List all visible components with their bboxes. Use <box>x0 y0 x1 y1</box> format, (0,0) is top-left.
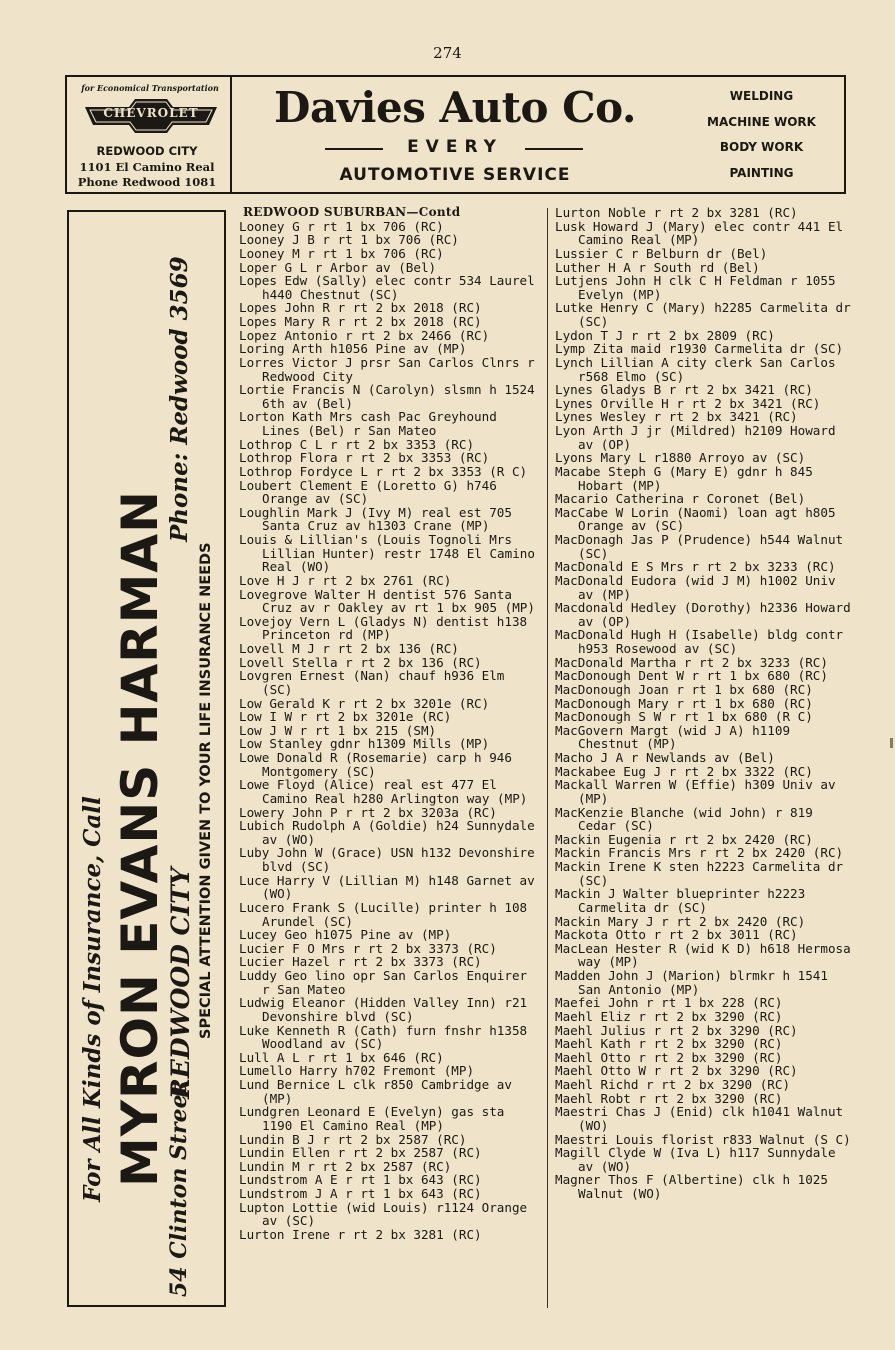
directory-entry: Lowe Donald R (Rosemarie) carp h 946 Montgomery (SC) <box>239 750 512 779</box>
dealer-address: 1101 El Camino Real <box>79 160 215 174</box>
divider-line-right <box>525 148 583 150</box>
service-item: BODY WORK <box>719 140 804 154</box>
directory-entry: MacLean Hester R (wid K D) h618 Hermosa way (MP) <box>555 940 851 970</box>
directory-entry: Lovegrove Walter H dentist 576 Santa Cruz av r Oakley av rt 1 bx 905 (MP) <box>239 586 535 616</box>
attention-note: SPECIAL ATTENTION GIVEN TO YOUR LIFE INSURANCE NEEDS <box>198 542 214 1039</box>
directory-entry: Loper G L r Arbor av (Bel) <box>239 259 437 275</box>
directory-entry: Lymp Zita maid r1930 Carmelita dr (SC) <box>555 341 844 357</box>
chevrolet-dealer-box <box>67 77 232 192</box>
directory-entry: Ludwig Eleanor (Hidden Valley Inn) r21 Devonshire blvd (SC) <box>239 995 528 1024</box>
dealer-phone: Phone Redwood 1081 <box>77 175 217 189</box>
directory-entry: Maehl Julius r rt 2 bx 3290 (RC) <box>555 1022 798 1038</box>
directory-entry: Looney M r rt 1 bx 706 (RC) <box>239 245 444 261</box>
directory-entry: Lowery John P r rt 2 bx 3203a (RC) <box>239 804 497 820</box>
directory-entry: Magner Thos F (Albertine) clk h 1025 Walnut (WO) <box>555 1172 828 1201</box>
directory-entry: Maehl Kath r rt 2 bx 3290 (RC) <box>555 1036 783 1052</box>
directory-entry: Low J W r rt 1 bx 215 (SM) <box>239 722 437 738</box>
directory-entry: Lussier C r Belburn dr (Bel) <box>555 245 768 261</box>
directory-entry: MacDonough Joan r rt 1 bx 680 (RC) <box>555 681 813 697</box>
directory-entry: MacDonough Mary r rt 1 bx 680 (RC) <box>555 695 813 711</box>
every-text: EVERY <box>407 137 503 157</box>
directory-entry: Maehl Eliz r rt 2 bx 3290 (RC) <box>555 1008 783 1024</box>
service-item: WELDING <box>729 89 794 103</box>
directory-entry: Lucier F O Mrs r rt 2 bx 3373 (RC) <box>239 940 497 956</box>
directory-entry: Luce Harry V (Lillian M) h148 Garnet av (WO) <box>239 872 535 902</box>
company-name: Davies Auto Co. <box>274 83 636 132</box>
directory-entry: Lydon T J r rt 2 bx 2809 (RC) <box>555 327 775 343</box>
directory-entry: Lovell Stella r rt 2 bx 136 (RC) <box>239 654 482 670</box>
directory-entry: Lundstrom J A r rt 1 bx 643 (RC) <box>239 1186 482 1201</box>
directory-entry: Lutke Henry C (Mary) h2285 Carmelita dr (SC) <box>555 300 851 329</box>
directory-entry: Lyons Mary L r1880 Arroyo av (SC) <box>555 450 806 466</box>
directory-entry: Lund Bernice L clk r850 Cambridge av (MP) <box>239 1077 512 1106</box>
directory-entry: Lundin B J r rt 2 bx 2587 (RC) <box>239 1131 467 1147</box>
directory-entry: Mackin Mary J r rt 2 bx 2420 (RC) <box>555 913 806 929</box>
davies-auto-advertisement <box>65 75 846 194</box>
directory-entry: Lundin Ellen r rt 2 bx 2587 (RC) <box>239 1145 482 1161</box>
column-divider <box>547 208 548 1308</box>
automotive-service-text: AUTOMOTIVE SERVICE <box>339 165 571 185</box>
chevrolet-brand-text: CHEVROLET <box>103 106 199 120</box>
directory-entry: MacGovern Margt (wid J A) h1109 Chestnut (MP) <box>555 722 791 752</box>
directory-entry: Lundin M r rt 2 bx 2587 (RC) <box>239 1158 452 1174</box>
directory-entry: Mackall Warren W (Effie) h309 Univ av (MP) <box>555 777 836 806</box>
directory-entry: MacCabe W Lorin (Naomi) loan agt h805 Orange av (SC) <box>555 504 836 534</box>
directory-entry: MacDonagh Jas P (Prudence) h544 Walnut (SC) <box>555 532 844 561</box>
directory-entry: Lynes Orville H r rt 2 bx 3421 (RC) <box>555 395 821 411</box>
directory-entry: Lurton Noble r rt 2 bx 3281 (RC) <box>555 205 798 220</box>
directory-entry: Madden John J (Marion) blrmkr h 1541 San Antonio (MP) <box>555 968 828 997</box>
directory-entry: Lothrop C L r rt 2 bx 3353 (RC) <box>239 436 475 452</box>
directory-entry: Louis & Lillian's (Louis Tognoli Mrs Lillian Hunter) restr 1748 El Camino Real (WO) <box>239 532 535 575</box>
directory-entry: Maestri Chas J (Enid) clk h1041 Walnut (WO) <box>555 1104 844 1133</box>
directory-entry: Lopes Edw (Sally) elec contr 534 Laurel h440 Chestnut (SC) <box>239 273 535 302</box>
directory-entry: MacDonough Dent W r rt 1 bx 680 (RC) <box>555 668 828 684</box>
directory-entry: Love H J r rt 2 bx 2761 (RC) <box>239 572 452 588</box>
directory-entry: Mackabee Eug J r rt 2 bx 3322 (RC) <box>555 763 813 779</box>
directory-entry: Mackin Irene K sten h2223 Carmelita dr (SC) <box>555 859 844 888</box>
directory-entry: Lorres Victor J prsr San Carlos Clnrs r Redwood City <box>239 354 535 384</box>
directory-entry: Low Gerald K r rt 2 bx 3201e (RC) <box>239 695 490 711</box>
directory-entry: Loubert Clement E (Loretto G) h746 Orange av (SC) <box>239 477 497 507</box>
directory-entry: MacDonough S W r rt 1 bx 680 (R C) <box>555 709 813 725</box>
directory-entry: Lovell M J r rt 2 bx 136 (RC) <box>239 641 459 656</box>
directory-entry: Lutjens John H clk C H Feldman r 1055 Evelyn (MP) <box>555 273 836 302</box>
directory-entry: Lusk Howard J (Mary) elec contr 441 El Camino Real (MP) <box>555 218 844 248</box>
margin-mark <box>890 738 893 748</box>
directory-entry: Lupton Lottie (wid Louis) r1124 Orange av (SC) <box>239 1199 528 1229</box>
agent-name: MYRON EVANS HARMAN <box>111 490 169 1187</box>
directory-entry: Lubich Rudolph A (Goldie) h24 Sunnydale av (WO) <box>239 818 535 847</box>
page-number: 274 <box>433 44 462 62</box>
directory-entry: Macario Catherina r Coronet (Bel) <box>555 491 806 507</box>
directory-entry: Lynes Wesley r rt 2 bx 3421 (RC) <box>555 409 798 425</box>
directory-entry: Lull A L r rt 1 bx 646 (RC) <box>239 1049 444 1065</box>
directory-entry: Macabe Steph G (Mary E) gdnr h 845 Hobart (MP) <box>555 463 813 493</box>
directory-entry: Lopes John R r rt 2 bx 2018 (RC) <box>239 300 482 316</box>
directory-entry: Mackin Francis Mrs r rt 2 bx 2420 (RC) <box>555 845 844 861</box>
directory-entry: Lovgren Ernest (Nan) chauf h936 Elm (SC) <box>239 668 505 697</box>
directory-entry: MacDonald E S Mrs r rt 2 bx 3233 (RC) <box>555 559 836 575</box>
directory-entry: Lorton Kath Mrs cash Pac Greyhound Lines (Bel) r San Mateo <box>239 409 497 438</box>
directory-entry: Lundgren Leonard E (Evelyn) gas sta 1190 El Camino Real (MP) <box>239 1104 505 1133</box>
agent-city: REDWOOD CITY <box>166 867 195 1099</box>
directory-entry: Looney J B r rt 1 bx 706 (RC) <box>239 232 459 248</box>
directory-entry: Maefei John r rt 1 bx 228 (RC) <box>555 995 783 1011</box>
directory-entry: Lowe Floyd (Alice) real est 477 El Camino Real h280 Arlington way (MP) <box>239 777 528 806</box>
directory-entry: Mackin J Walter blueprinter h2223 Carmelita dr (SC) <box>555 886 806 915</box>
directory-entry: Maehl Robt r rt 2 bx 3290 (RC) <box>555 1090 783 1106</box>
directory-entry: Macho J A r Newlands av (Bel) <box>555 750 775 765</box>
directory-entry: Lopes Mary R r rt 2 bx 2018 (RC) <box>239 314 482 329</box>
directory-entry: Low I W r rt 2 bx 3201e (RC) <box>239 709 452 725</box>
directory-entry: MacDonald Martha r rt 2 bx 3233 (RC) <box>555 654 828 670</box>
directory-entry: Lundstrom A E r rt 1 bx 643 (RC) <box>239 1172 482 1188</box>
agent-street: 54 Clinton Street <box>166 1084 192 1297</box>
directory-entry: Lothrop Flora r rt 2 bx 3353 (RC) <box>239 450 490 466</box>
directory-entry: Lynes Gladys B r rt 2 bx 3421 (RC) <box>555 382 813 398</box>
directory-entry: MacDonald Eudora (wid J M) h1002 Univ av (MP) <box>555 572 836 602</box>
directory-entry: Luby John W (Grace) USN h132 Devonshire blvd (SC) <box>239 845 535 874</box>
directory-entry: Lovejoy Vern L (Gladys N) dentist h138 Princeton rd (MP) <box>239 613 528 643</box>
directory-entry: Lortie Francis N (Carolyn) slsmn h 1524 6th av (Bel) <box>239 382 535 411</box>
directory-entry: Mackota Otto r rt 2 bx 3011 (RC) <box>555 927 798 943</box>
directory-entry: Maehl Otto W r rt 2 bx 3290 (RC) <box>555 1063 798 1079</box>
directory-entry: Lucier Hazel r rt 2 bx 3373 (RC) <box>239 954 482 970</box>
directory-entry: Luther H A r South rd (Bel) <box>555 259 760 275</box>
directory-entry: Lyon Arth J jr (Mildred) h2109 Howard av (OP) <box>555 423 836 452</box>
section-header: REDWOOD SUBURBAN—Contd <box>243 205 461 219</box>
directory-column-left <box>239 206 539 1242</box>
directory-entry: Lumello Harry h702 Fremont (MP) <box>239 1063 475 1079</box>
directory-entry: Lopez Antonio r rt 2 bx 2466 (RC) <box>239 327 490 343</box>
directory-entry: Mackin Eugenia r rt 2 bx 2420 (RC) <box>555 831 813 847</box>
ad-slogan: for Economical Transportation <box>81 83 219 93</box>
directory-entry: Loring Arth h1056 Pine av (MP) <box>239 341 467 357</box>
directory-entry: Maestri Louis florist r833 Walnut (S C) <box>555 1131 851 1147</box>
directory-entry: Macdonald Hedley (Dorothy) h2336 Howard av (OP) <box>555 600 851 629</box>
directory-column-right <box>555 206 855 1201</box>
directory-entry: Magill Clyde W (Iva L) h117 Sunnydale av (WO) <box>555 1145 836 1174</box>
dealer-city: REDWOOD CITY <box>96 144 198 158</box>
directory-entry: Low Stanley gdnr h1309 Mills (MP) <box>239 736 490 752</box>
directory-entry: Lurton Irene r rt 2 bx 3281 (RC) <box>239 1226 482 1242</box>
service-item: MACHINE WORK <box>707 115 816 129</box>
directory-entry: Lynch Lillian A city clerk San Carlos r568 Elmo (SC) <box>555 354 836 384</box>
directory-entry: Maehl Richd r rt 2 bx 3290 (RC) <box>555 1077 791 1092</box>
directory-entry: MacDonald Hugh H (Isabelle) bldg contr h953 Rosewood av (SC) <box>555 627 844 656</box>
directory-entry: Luddy Geo lino opr San Carlos Enquirer r San Mateo <box>239 968 528 997</box>
directory-entry: MacKenzie Blanche (wid John) r 819 Cedar (SC) <box>555 804 813 834</box>
myron-evans-harman-advertisement <box>67 210 226 1307</box>
agent-phone: Phone: Redwood 3569 <box>166 256 193 542</box>
directory-entry: Lucey Geo h1075 Pine av (MP) <box>239 927 452 943</box>
directory-entry: Luke Kenneth R (Cath) furn fnshr h1358 Woodland av (SC) <box>239 1022 528 1052</box>
directory-entry: Lothrop Fordyce L r rt 2 bx 3353 (R C) <box>239 463 528 479</box>
services-list <box>679 77 844 192</box>
directory-entry: Looney G r rt 1 bx 706 (RC) <box>239 218 444 234</box>
directory-entry: Maehl Otto r rt 2 bx 3290 (RC) <box>555 1049 783 1065</box>
directory-entry: Lucero Frank S (Lucille) printer h 108 Arundel (SC) <box>239 899 528 929</box>
service-item: PAINTING <box>729 166 794 180</box>
insurance-slogan: For All Kinds of Insurance, Call <box>79 796 106 1202</box>
directory-entry: Loughlin Mark J (Ivy M) real est 705 Santa Cruz av h1303 Crane (MP) <box>239 504 512 534</box>
